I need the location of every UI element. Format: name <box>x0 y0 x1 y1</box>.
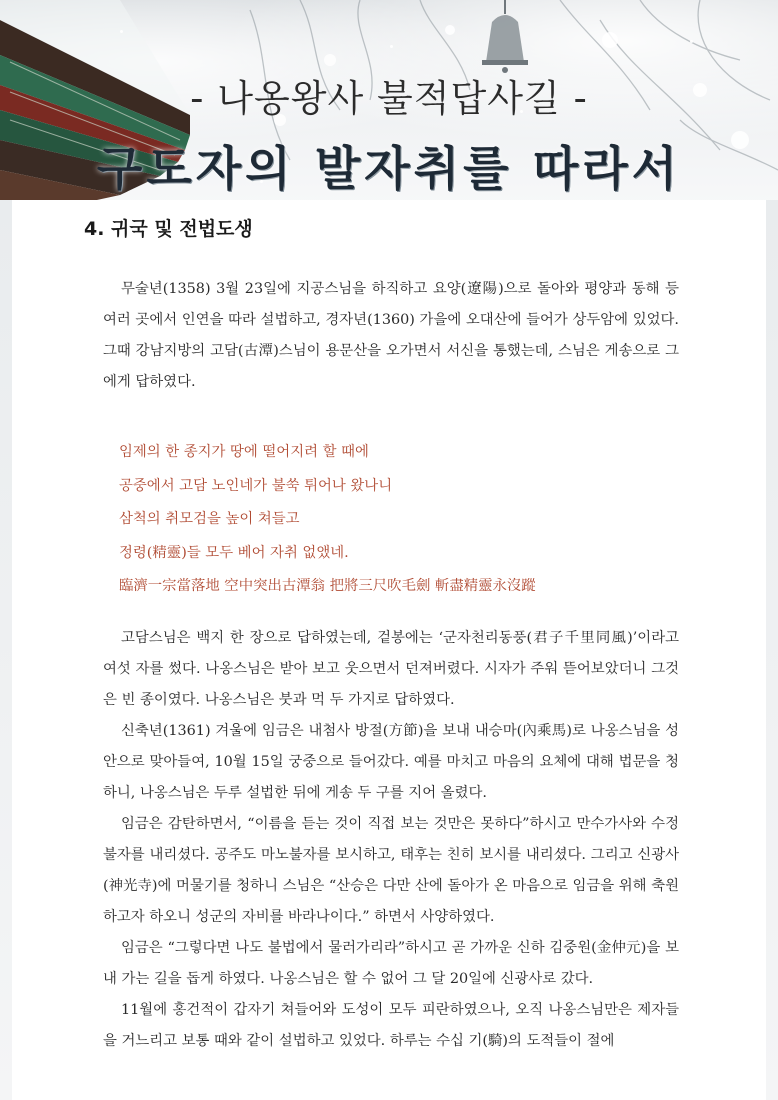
left-frame-border <box>0 200 12 1100</box>
right-frame-border <box>766 200 778 1100</box>
body-paragraph: 신축년(1361) 겨울에 임금은 내첨사 방절(方節)을 보내 내승마(內乘馬)로 나옹스님을 성안으로 맞아들여, 10월 15일 궁중으로 들어갔다. 예를 마치고 마음의 요체에 대해 법문을 청하니, 나옹스님은 두루 설법한 뒤에 게송 두 구를 지어 올렸다. <box>103 723 679 801</box>
banner-title: 구도자의 발자취를 따라서 <box>96 142 682 197</box>
section-heading: 4. 귀국 및 전법도생 <box>84 218 253 240</box>
banner-subtitle: - 나옹왕사 불적답사길 - <box>190 77 588 120</box>
body-paragraph: 임금은 감탄하면서, “이름을 듣는 것이 직접 보는 것만은 못하다”하시고 만수가사와 수정불자를 내리셨다. 공주도 마노불자를 보시하고, 태후는 친히 보시를 내리셨다. 그리고 신광사(神光寺)에 머물기를 청하니 스님은 “산승은 다만 산에 돌아가 온 마음으로 임금을 위해 축원하고자 하오니 성군의 자비를 바라나이다.” 하면서 사양하였다. <box>103 816 679 925</box>
body-paragraph-block <box>103 623 679 1057</box>
verse-line: 삼척의 취모검을 높이 쳐들고 <box>119 511 300 527</box>
body-paragraph: 11월에 홍건적이 갑자기 쳐들어와 도성이 모두 피란하였으나, 오직 나옹스님만은 제자들을 거느리고 보통 때와 같이 설법하고 있었다. 하루는 수십 기(騎)의 도적들이 절에 <box>103 1002 679 1049</box>
intro-paragraph: 무술년(1358) 3월 23일에 지공스님을 하직하고 요양(遼陽)으로 돌아와 평양과 동해 등 여러 곳에서 인연을 따라 설법하고, 경자년(1360) 가을에 오대산에 들어가 상두암에 있었다. 그때 강남지방의 고담(古潭)스님이 용문산을 오가면서 서신을 통했는데, 스님은 게송으로 그에게 답하였다. <box>103 281 679 390</box>
verse-block <box>119 436 679 604</box>
body-paragraph: 고담스님은 백지 한 장으로 답하였는데, 겉봉에는 ‘군자천리동풍(君子千里同風)’이라고 여섯 자를 썼다. 나옹스님은 받아 보고 웃으면서 던져버렸다. 시자가 주워 뜯어보았더니 그것은 빈 종이였다. 나옹스님은 붓과 먹 두 가지로 답하였다. <box>103 630 679 708</box>
verse-line: 임제의 한 종지가 땅에 떨어지려 할 때에 <box>119 444 369 460</box>
intro-paragraph-block <box>103 274 679 398</box>
verse-line-hanja: 臨濟一宗當落地 空中突出古潭翁 把將三尺吹毛劍 斬盡精靈永沒蹤 <box>119 578 536 594</box>
verse-line: 정령(精靈)들 모두 베어 자취 없앴네. <box>119 544 349 561</box>
body-paragraph: 임금은 “그렇다면 나도 불법에서 물러가리라”하시고 곧 가까운 신하 김중원(金仲元)을 보내 가는 길을 돕게 하였다. 나옹스님은 할 수 없어 그 달 20일에 신광사로 갔다. <box>103 940 679 987</box>
verse-line: 공중에서 고담 노인네가 불쑥 튀어나 왔나니 <box>119 477 393 494</box>
header-banner <box>0 0 778 205</box>
